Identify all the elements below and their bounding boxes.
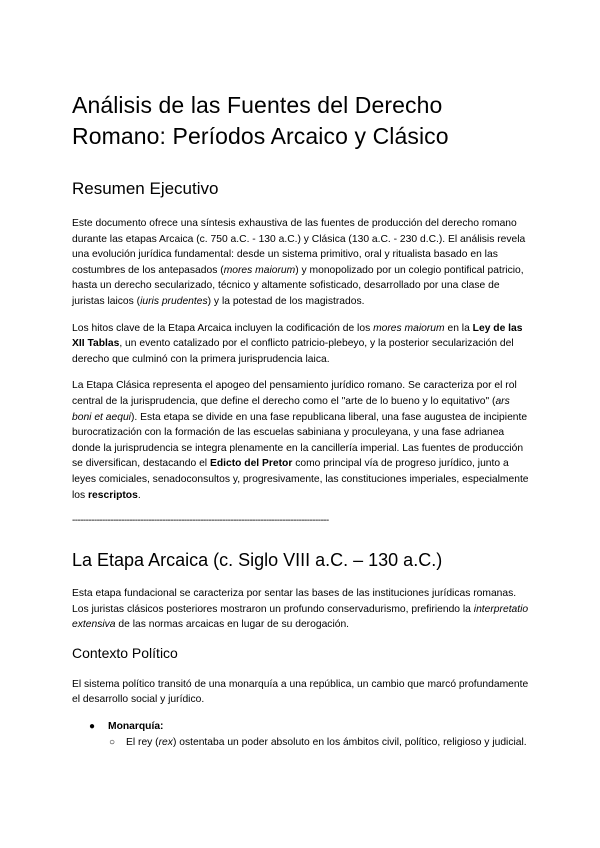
sub-list-item: [108, 735, 530, 751]
summary-heading: Resumen Ejecutivo: [72, 179, 219, 198]
context-paragraph: El sistema político transitó de una monarquía a una república, un cambio que marcó profundamente el desarrollo social y jurídico.: [72, 678, 529, 706]
summary-paragraph-1: [72, 216, 530, 310]
italic-term: interpretatio extensiva: [72, 603, 529, 631]
list-item: [72, 719, 530, 750]
text-run: ). Esta etapa se divide en una fase republicana liberal, una fase augustea de incipiente burocratización con la formación de las escuelas sabiniana y proculeyana, y una fase adrianea donde la jurisprudencia se integra plenamente en la cancillería imperial. Las fuentes de producción se diversifican, destacando el: [72, 411, 528, 470]
summary-paragraph-3: [72, 378, 530, 503]
text-run: ) ostentaba un poder absoluto en los ámbitos civil, político, religioso y judicial.: [172, 736, 527, 748]
section-heading: La Etapa Arcaica (c. Siglo VIII a.C. – 130 a.C.): [72, 550, 443, 571]
sub-bullet-list: [108, 735, 530, 751]
section-divider: ----------------------------------------------------------------------------------------------: [72, 515, 329, 527]
bullet-disc-icon: ●: [89, 721, 96, 733]
text-run: El rey (: [126, 736, 159, 748]
italic-term: mores maiorum: [223, 264, 296, 276]
text-run: Esta etapa fundacional se caracteriza por sentar las bases de las instituciones jurídicas romanas. Los juristas clásicos posteriores mostraron un profundo conservadurismo, prefiriendo la: [72, 588, 517, 615]
bullet-list: [72, 719, 530, 750]
text-run: La Etapa Clásica representa el apogeo del pensamiento jurídico romano. Se caracteriza por el rol central de la jurisprudencia, que define el derecho como el "arte de lo bueno y lo equitativo" (: [72, 380, 517, 407]
italic-term: mores maiorum: [373, 322, 445, 334]
list-item-label: Monarquía:: [108, 721, 164, 733]
bold-term: Edicto del Pretor: [209, 458, 293, 470]
italic-term: ars boni et aequi: [72, 395, 510, 423]
text-run: .: [137, 489, 141, 501]
section-intro: [72, 586, 530, 633]
bullet-circle-icon: ○: [109, 736, 116, 748]
bold-term: Ley de las XII Tablas: [72, 322, 523, 350]
text-run: de las normas arcaicas en lugar de su derogación.: [115, 619, 350, 631]
text-run: ) y la potestad de los magistrados.: [207, 295, 365, 307]
text-run: Los hitos clave de la Etapa Arcaica incluyen la codificación de los: [72, 322, 374, 334]
text-run: como principal vía de progreso jurídico, junto a leyes comiciales, senadoconsultos y, progresivamente, las constituciones imperiales, especialmente los: [72, 458, 529, 501]
italic-term: rex: [158, 736, 173, 748]
summary-paragraph-2: [72, 321, 530, 368]
text-run: , un evento catalizado por el conflicto patricio-plebeyo, y la posterior secularización del derecho que culminó con la primera jurisprudencia laica.: [72, 338, 514, 365]
text-run: ) y monopolizado por un colegio pontifical patricio, hasta un derecho secularizado, técnico y altamente sofisticado, desarrollado por una clase de juristas laicos (: [72, 264, 524, 307]
text-run: en la: [444, 322, 473, 334]
bold-term: rescriptos: [88, 489, 138, 501]
text-run: Este documento ofrece una síntesis exhaustiva de las fuentes de producción del derecho romano durante las etapas Arcaica (c. 750 a.C. - 130 a.C.) y Clásica (130 a.C. - 230 d.C.). El análisis revela una evolución jurídica fundamental: desde un sistema primitivo, oral y ritualista basado en las costumbres de los antepasados (: [72, 218, 526, 276]
document-content: [72, 90, 530, 750]
document-title: Análisis de las Fuentes del Derecho Romano: Períodos Arcaico y Clásico: [72, 92, 449, 149]
italic-term: iuris prudentes: [140, 295, 208, 307]
subsection-heading: Contexto Político: [72, 644, 178, 661]
